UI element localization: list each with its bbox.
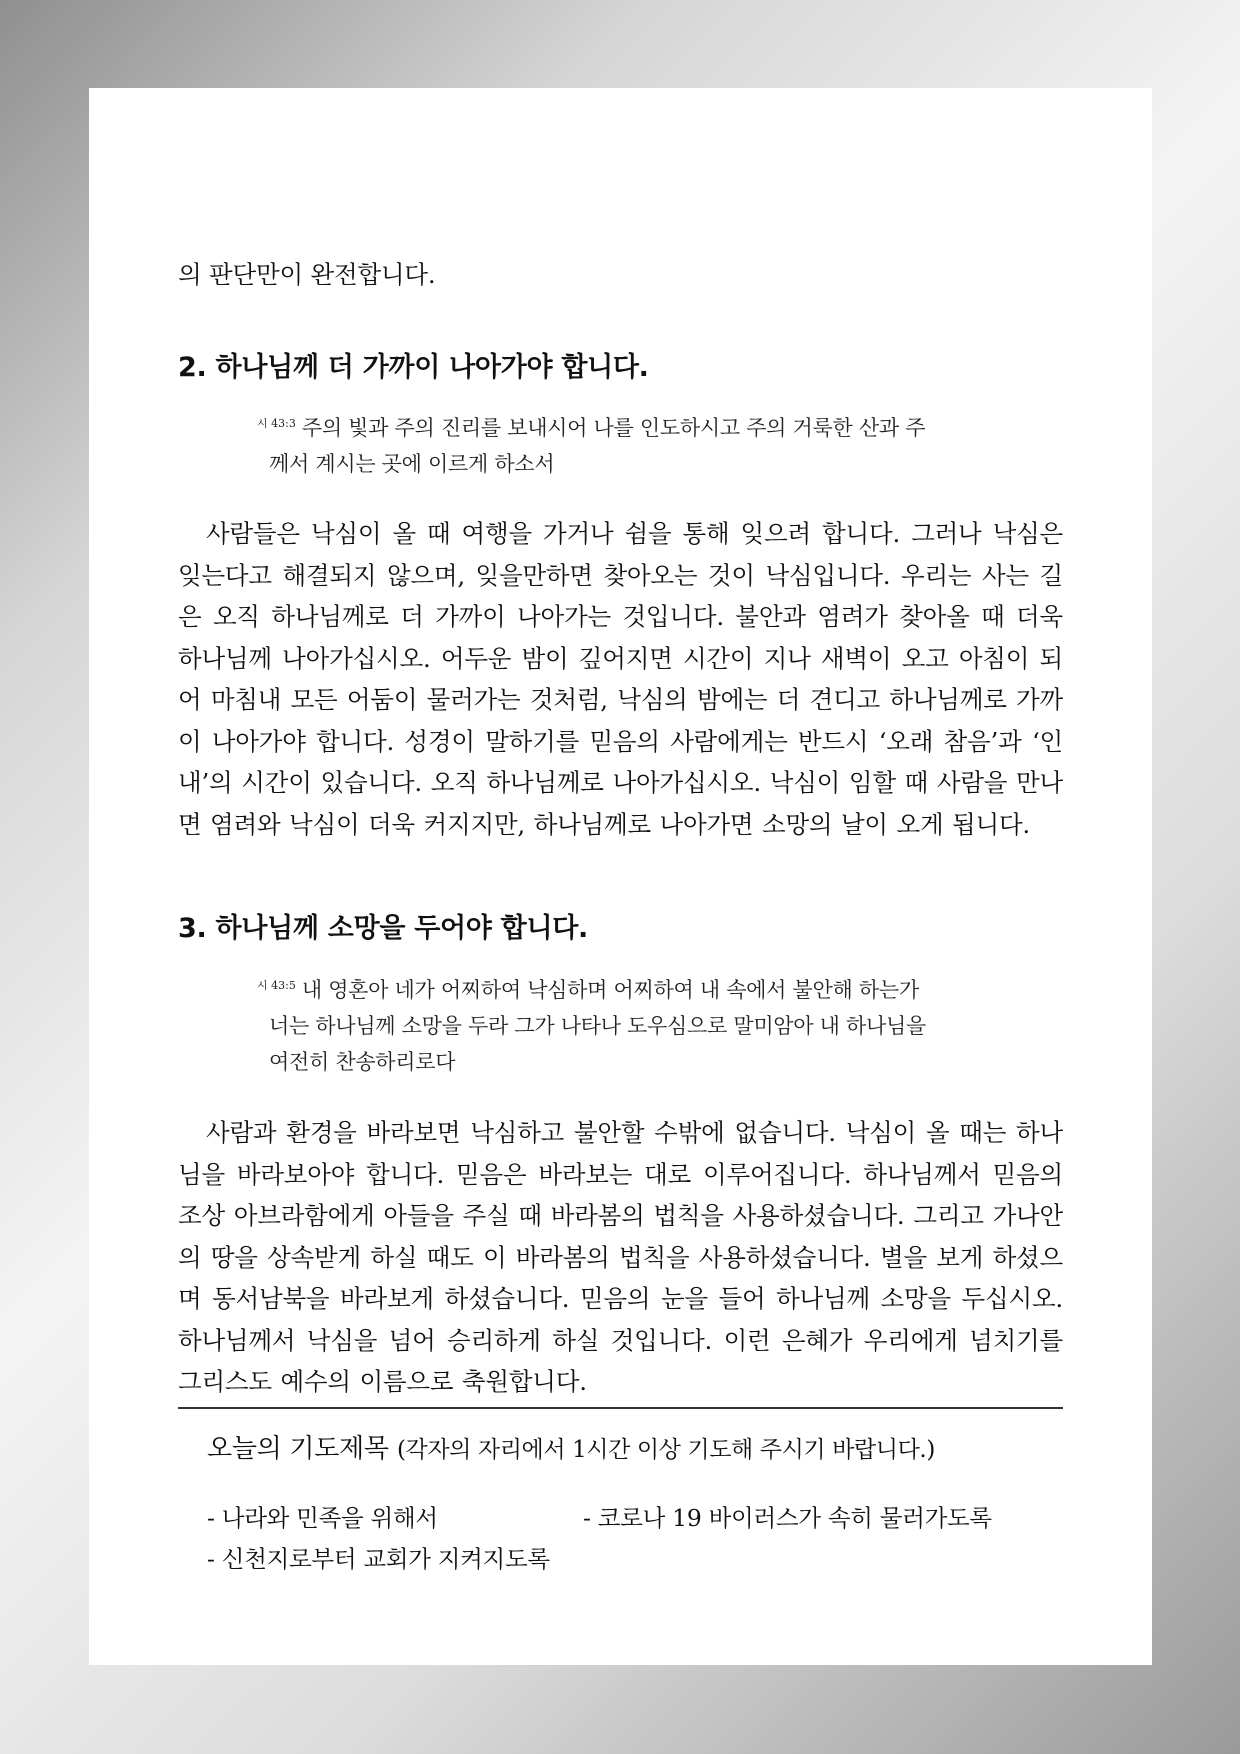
document-page [89, 88, 1152, 1665]
section-divider [178, 1407, 1063, 1409]
section-3-paragraph: 사람과 환경을 바라보면 낙심하고 불안할 수밖에 없습니다. 낙심이 올 때는 하나님을 바라보아야 합니다. 믿음은 바라보는 대로 이루어집니다. 하나님께서 믿음의 조상 아브라함에게 아들을 주실 때 바라봄의 법칙을 사용하셨습니다. 그리고 가나안의 땅을 상속받게 하실 때도 이 바라봄의 법칙을 사용하셨습니다. 별을 보게 하셨으며 동서남북을 바라보게 하셨습니다. 믿음의 눈을 들어 하나님께 소망을 두십시오. 하나님께서 낙심을 넘어 승리하게 하실 것입니다. 이런 은혜가 우리에게 넘치기를 그리스도 예수의 이름으로 축원합니다. [178, 1118, 1063, 1396]
section-3-verse [257, 968, 997, 1080]
prayer-title-label: 오늘의 기도제목 [207, 1434, 389, 1464]
section-2-paragraph: 사람들은 낙심이 올 때 여행을 가거나 쉼을 통해 잊으려 합니다. 그러나 낙심은 잊는다고 해결되지 않으며, 잊을만하면 찾아오는 것이 낙심입니다. 우리는 사는 길은 오직 하나님께로 더 가까이 나아가는 것입니다. 불안과 염려가 찾아올 때 더욱 하나님께 나아가십시오. 어두운 밤이 깊어지면 시간이 지나 새벽이 오고 아침이 되어 마침내 모든 어둠이 물러가는 것처럼, 낙심의 밤에는 더 견디고 하나님께로 가까이 나아가야 합니다. 성경이 말하기를 믿음의 사람에게는 반드시 ‘오래 참음’과 ‘인내’의 시간이 있습니다. 오직 하나님께로 나아가십시오. 낙심이 임할 때 사람을 만나면 염려와 낙심이 더욱 커지지만, 하나님께로 나아가면 소망의 날이 오게 됩니다. [178, 519, 1063, 839]
section-2-heading: 2. 하나님께 더 가까이 나아가야 합니다. [178, 352, 649, 383]
verse-line: 께서 계시는 곳에 이르게 하소서 [269, 452, 555, 476]
prayer-title-note: (각자의 자리에서 1시간 이상 기도해 주시기 바랍니다.) [396, 1437, 935, 1463]
prayer-item: - 코로나 19 바이러스가 속히 물러가도록 [583, 1504, 992, 1532]
verse-line: 내 영혼아 네가 어찌하여 낙심하며 어찌하여 내 속에서 불안해 하는가 [301, 978, 919, 1002]
prayer-item: - 나라와 민족을 위해서 [207, 1504, 438, 1532]
verse-reference: 시 43:5 [257, 979, 296, 992]
verse-line: 주의 빛과 주의 진리를 보내시어 나를 인도하시고 주의 거룩한 산과 주 [301, 416, 926, 440]
prayer-item: - 신천지로부터 교회가 지켜지도록 [207, 1545, 550, 1573]
lead-line: 의 판단만이 완전합니다. [178, 260, 436, 289]
prayer-title [207, 1429, 935, 1470]
verse-line: 너는 하나님께 소망을 두라 그가 나타나 도우심으로 말미암아 내 하나님을 [269, 1014, 926, 1038]
section-3-heading: 3. 하나님께 소망을 두어야 합니다. [178, 913, 588, 944]
verse-line: 여전히 찬송하리로다 [269, 1050, 456, 1074]
verse-reference: 시 43:3 [257, 417, 296, 430]
section-2-verse [257, 406, 997, 482]
